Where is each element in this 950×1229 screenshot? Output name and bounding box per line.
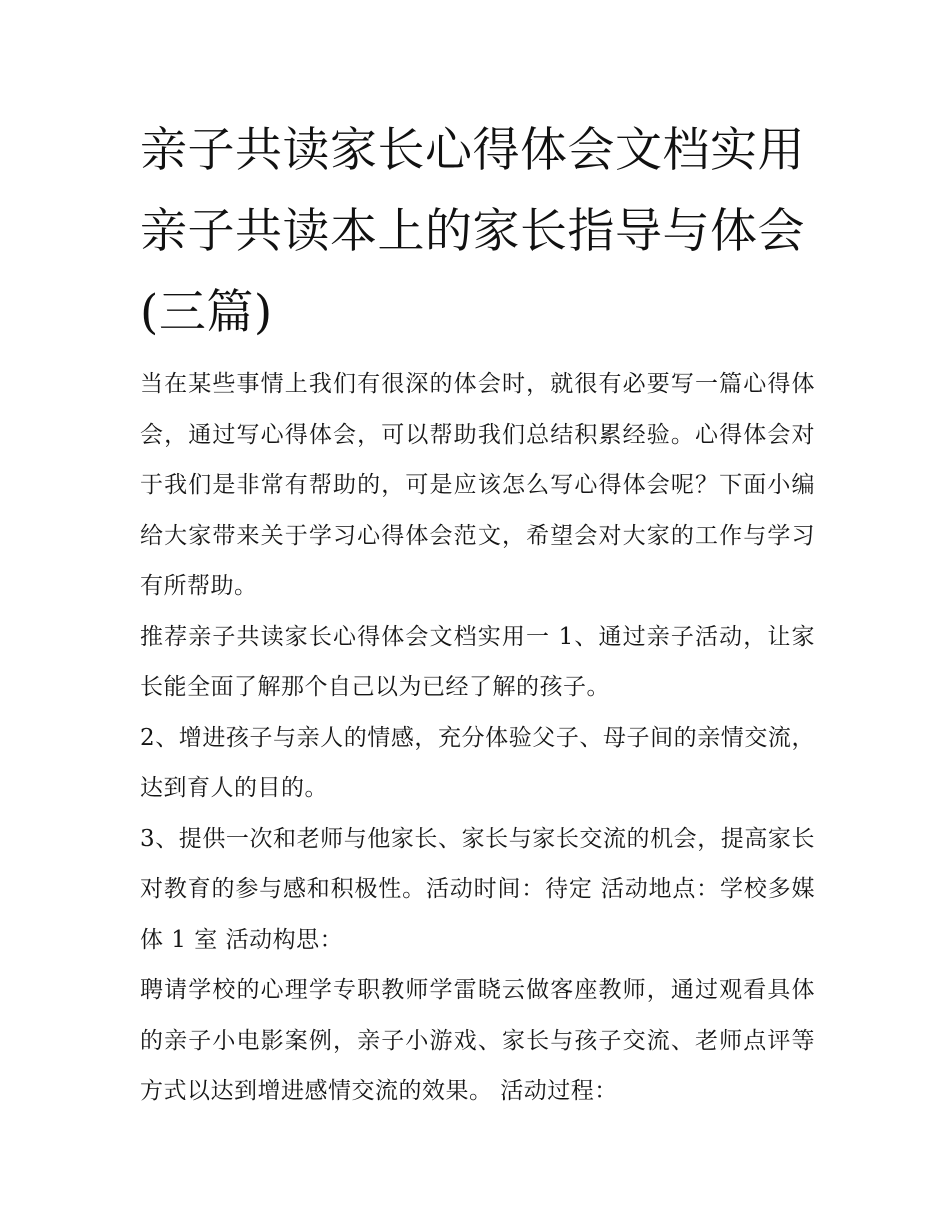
paragraph-intro: 当在某些事情上我们有很深的体会时，就很有必要写一篇心得体会，通过写心得体会，可以帮助我们总结积累经验。心得体会对于我们是非常有帮助的，可是应该怎么写心得体会呢？下面小编给大家带来关于学习心得体会范文，希望会对大家的工作与学习有所帮助。	[140, 371, 815, 599]
paragraph-item-3: 3、提供一次和老师与他家长、家长与家长交流的机会，提高家长对教育的参与感和积极性。活动时间：待定 活动地点：学校多媒体 1 室 活动构思：	[140, 825, 815, 953]
document-content	[140, 110, 815, 1117]
paragraph-item-1: 推荐亲子共读家长心得体会文档实用一 1、通过亲子活动，让家长能全面了解那个自己以为已经了解的孩子。	[140, 623, 815, 700]
document-title: 亲子共读家长心得体会文档实用 亲子共读本上的家长指导与体会(三篇)	[140, 123, 805, 340]
paragraph-item-2: 2、增进孩子与亲人的情感，充分体验父子、母子间的亲情交流，达到育人的目的。	[140, 724, 815, 801]
paragraph-activity-plan: 聘请学校的心理学专职教师学雷晓云做客座教师，通过观看具体的亲子小电影案例，亲子小游戏、家长与孩子交流、老师点评等方式以达到增进感情交流的效果。 活动过程：	[140, 977, 815, 1104]
document-body	[140, 359, 815, 1117]
